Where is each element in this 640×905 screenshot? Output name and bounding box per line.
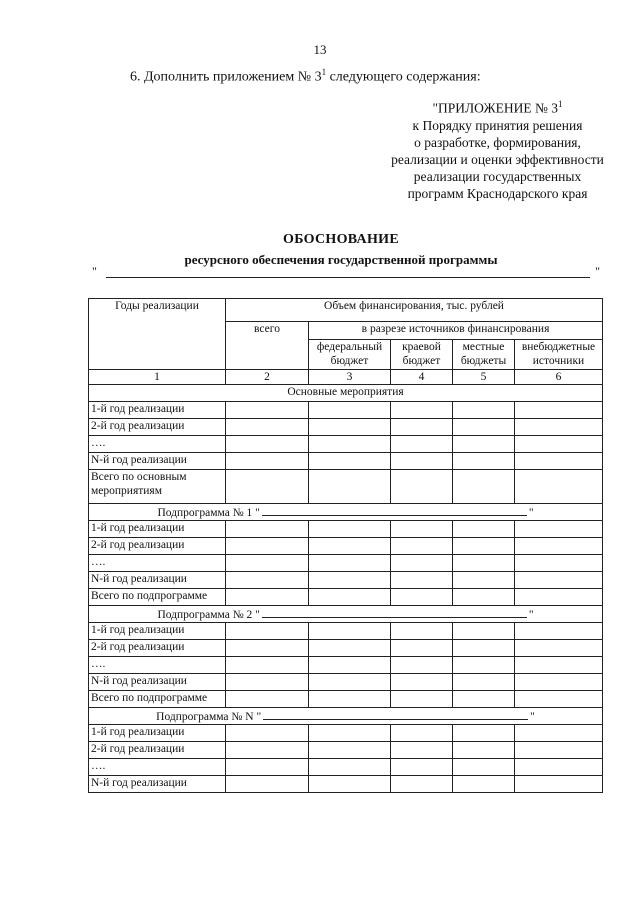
value-cell: [515, 402, 603, 419]
document-title: ОБОСНОВАНИЕ: [283, 232, 399, 247]
value-cell: [226, 470, 309, 504]
value-cell: [309, 674, 391, 691]
table-row: [89, 589, 603, 606]
subprogram-title-closing-quote: ": [530, 711, 535, 723]
value-cell: [515, 674, 603, 691]
value-cell: [453, 419, 515, 436]
amendment-item: [130, 67, 481, 86]
opening-quote: ": [92, 264, 97, 278]
value-cell: [226, 436, 309, 453]
value-cell: [391, 589, 453, 606]
document-subtitle: ресурсного обеспечения государственной программы: [184, 252, 498, 267]
value-cell: [309, 555, 391, 572]
appendix-heading: [330, 96, 640, 117]
value-cell: [453, 521, 515, 538]
value-cell: [226, 623, 309, 640]
value-cell: [515, 759, 603, 776]
row-label: N-й год реализации: [89, 674, 226, 691]
value-cell: [391, 453, 453, 470]
value-cell: [226, 589, 309, 606]
value-cell: [515, 538, 603, 555]
row-label: 1-й год реализации: [89, 402, 226, 419]
value-cell: [453, 538, 515, 555]
value-cell: [309, 589, 391, 606]
value-cell: [515, 623, 603, 640]
value-cell: [309, 742, 391, 759]
value-cell: [226, 691, 309, 708]
subprogram-title-closing-quote: ": [528, 609, 534, 621]
subprogram-title-name-underline: [262, 504, 527, 516]
value-cell: [309, 640, 391, 657]
row-label: 1-й год реализации: [89, 623, 226, 640]
header-sources: в разрезе источников финансирования: [309, 322, 603, 340]
subprogram-title: [89, 606, 603, 623]
value-cell: [309, 402, 391, 419]
header-local-budgets: местные бюджеты: [453, 340, 515, 370]
table-row: [89, 759, 603, 776]
value-cell: [453, 640, 515, 657]
subprogram-title-closing-quote: ": [528, 507, 534, 519]
subprogram-title: [89, 504, 603, 521]
value-cell: [453, 742, 515, 759]
value-cell: [515, 776, 603, 793]
value-cell: [391, 436, 453, 453]
table-row: [89, 555, 603, 572]
appendix-line: реализации и оценки эффективности: [391, 151, 604, 167]
value-cell: [453, 555, 515, 572]
value-cell: [453, 470, 515, 504]
row-label: Всего по подпрограмме: [89, 691, 226, 708]
value-cell: [391, 402, 453, 419]
program-name-underline: [106, 277, 590, 278]
header-regional-budget: краевой бюджет: [391, 340, 453, 370]
header-financing: Объем финансирования, тыс. рублей: [226, 299, 603, 322]
header-years: Годы реализации: [89, 299, 226, 370]
value-cell: [391, 742, 453, 759]
value-cell: [309, 538, 391, 555]
appendix-line: о разработке, формирования,: [414, 134, 581, 150]
value-cell: [515, 470, 603, 504]
header-total: всего: [226, 322, 309, 370]
row-label: 2-й год реализации: [89, 742, 226, 759]
value-cell: [453, 402, 515, 419]
value-cell: [226, 555, 309, 572]
appendix-heading-superscript: 1: [558, 99, 563, 109]
value-cell: [515, 555, 603, 572]
value-cell: [391, 759, 453, 776]
table-row: [89, 640, 603, 657]
value-cell: [515, 436, 603, 453]
program-name-line: [92, 264, 600, 278]
value-cell: [226, 453, 309, 470]
row-label: 1-й год реализации: [89, 725, 226, 742]
amendment-item-tail: следующего содержания:: [326, 69, 481, 85]
value-cell: [309, 572, 391, 589]
value-cell: [309, 436, 391, 453]
value-cell: [226, 402, 309, 419]
value-cell: [226, 742, 309, 759]
row-label: N-й год реализации: [89, 453, 226, 470]
value-cell: [453, 436, 515, 453]
value-cell: [391, 521, 453, 538]
value-cell: [391, 419, 453, 436]
row-label: 2-й год реализации: [89, 640, 226, 657]
table-row: [89, 776, 603, 793]
column-number: 5: [453, 370, 515, 385]
value-cell: [226, 759, 309, 776]
value-cell: [453, 453, 515, 470]
value-cell: [391, 470, 453, 504]
column-number: 1: [89, 370, 226, 385]
value-cell: [515, 691, 603, 708]
main-section-title: [89, 385, 603, 402]
value-cell: [309, 759, 391, 776]
table-row: [89, 725, 603, 742]
row-label: Всего по основным мероприятиям: [89, 470, 226, 504]
row-label: ….: [89, 436, 226, 453]
main-section-title-text: Основные мероприятия: [287, 386, 404, 398]
value-cell: [309, 419, 391, 436]
resource-table: [88, 298, 603, 793]
appendix-heading-text: "ПРИЛОЖЕНИЕ № 3: [432, 100, 559, 116]
value-cell: [226, 776, 309, 793]
row-label: ….: [89, 555, 226, 572]
value-cell: [391, 640, 453, 657]
value-cell: [226, 674, 309, 691]
value-cell: [515, 589, 603, 606]
subprogram-title-row: [89, 504, 603, 521]
table-row: [89, 623, 603, 640]
value-cell: [515, 640, 603, 657]
row-label: ….: [89, 657, 226, 674]
appendix-line: к Порядку принятия решения: [412, 117, 583, 133]
table-row: [89, 470, 603, 504]
page-number: 13: [313, 42, 327, 57]
subprogram-title-text: Подпрограмма № 2 ": [157, 609, 260, 621]
value-cell: [226, 521, 309, 538]
value-cell: [391, 572, 453, 589]
value-cell: [309, 725, 391, 742]
subprogram-title: [89, 708, 603, 725]
table-row: [89, 572, 603, 589]
table-row: [89, 521, 603, 538]
value-cell: [226, 538, 309, 555]
value-cell: [453, 759, 515, 776]
column-number: 4: [391, 370, 453, 385]
row-label: 2-й год реализации: [89, 419, 226, 436]
subprogram-title-text: Подпрограмма № N ": [156, 711, 262, 723]
value-cell: [515, 657, 603, 674]
table-row: [89, 436, 603, 453]
value-cell: [226, 657, 309, 674]
row-label: Всего по подпрограмме: [89, 589, 226, 606]
value-cell: [391, 725, 453, 742]
table-row: [89, 691, 603, 708]
value-cell: [515, 572, 603, 589]
value-cell: [226, 640, 309, 657]
table-row: [89, 419, 603, 436]
value-cell: [453, 725, 515, 742]
value-cell: [453, 623, 515, 640]
row-label: 2-й год реализации: [89, 538, 226, 555]
value-cell: [391, 623, 453, 640]
main-section-title-row: [89, 385, 603, 402]
subprogram-title-name-underline: [263, 708, 528, 720]
value-cell: [309, 657, 391, 674]
value-cell: [391, 674, 453, 691]
value-cell: [226, 725, 309, 742]
table-row: [89, 453, 603, 470]
value-cell: [515, 453, 603, 470]
table-row: [89, 674, 603, 691]
table-row: [89, 657, 603, 674]
value-cell: [515, 742, 603, 759]
value-cell: [226, 572, 309, 589]
value-cell: [391, 555, 453, 572]
value-cell: [515, 725, 603, 742]
value-cell: [453, 691, 515, 708]
value-cell: [309, 470, 391, 504]
column-number: 3: [309, 370, 391, 385]
appendix-block: [330, 96, 640, 202]
value-cell: [226, 419, 309, 436]
value-cell: [391, 691, 453, 708]
amendment-item-text: 6. Дополнить приложением № 3: [130, 69, 322, 85]
value-cell: [309, 623, 391, 640]
subprogram-title-row: [89, 606, 603, 623]
subprogram-title-row: [89, 708, 603, 725]
value-cell: [309, 521, 391, 538]
value-cell: [391, 538, 453, 555]
value-cell: [515, 419, 603, 436]
row-label: 1-й год реализации: [89, 521, 226, 538]
subprogram-title-name-underline: [262, 606, 527, 618]
value-cell: [515, 521, 603, 538]
header-federal-budget: федеральный бюджет: [309, 340, 391, 370]
value-cell: [391, 657, 453, 674]
value-cell: [453, 657, 515, 674]
value-cell: [309, 691, 391, 708]
column-number: 6: [515, 370, 603, 385]
value-cell: [453, 572, 515, 589]
table-row: [89, 402, 603, 419]
closing-quote: ": [595, 264, 600, 278]
value-cell: [453, 589, 515, 606]
row-label: N-й год реализации: [89, 776, 226, 793]
value-cell: [309, 453, 391, 470]
amendment-item-superscript: 1: [321, 67, 327, 77]
appendix-line: программ Краснодарского края: [407, 185, 588, 201]
header-extrabudgetary: внебюджетные источники: [515, 340, 603, 370]
value-cell: [453, 776, 515, 793]
table-row: [89, 538, 603, 555]
column-number: 2: [226, 370, 309, 385]
row-label: N-й год реализации: [89, 572, 226, 589]
table-row: [89, 742, 603, 759]
value-cell: [391, 776, 453, 793]
value-cell: [453, 674, 515, 691]
value-cell: [309, 776, 391, 793]
subprogram-title-text: Подпрограмма № 1 ": [157, 507, 260, 519]
row-label: ….: [89, 759, 226, 776]
appendix-line: реализации государственных: [413, 168, 582, 184]
